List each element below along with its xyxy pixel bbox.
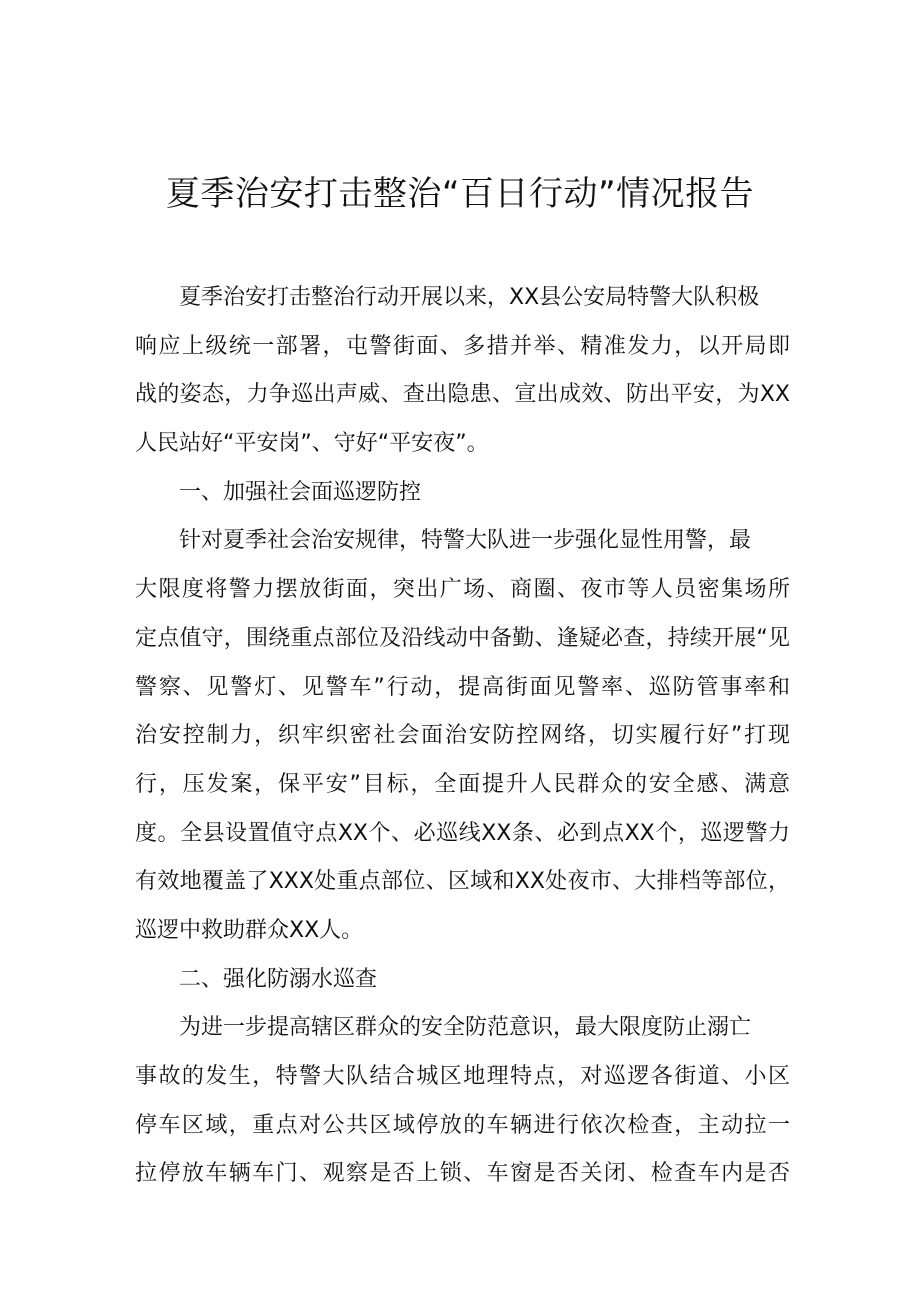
document-body (135, 278, 790, 1203)
paragraph-line: 战的姿态，力争巡出声威、查出隐患、宣出成效、防出平安，为XX (135, 382, 790, 408)
paragraph-line: 停车区域，重点对公共区域停放的车辆进行依次检查，主动拉一 (135, 1112, 790, 1138)
paragraph-line: 事故的发生，特警大队结合城区地理特点，对巡逻各街道、小区 (135, 1064, 790, 1089)
paragraph-line: 拉停放车辆车门、观察是否上锁、车窗是否关闭、检查车内是否 (135, 1161, 790, 1187)
section-heading: 二、强化防溺水巡查 (179, 966, 378, 992)
section-heading: 一、加强社会面巡逻防控 (179, 479, 422, 505)
paragraph-line: 有效地覆盖了XXX处重点部位、区域和XX处夜市、大排档等部位， (135, 869, 790, 895)
paragraph-line: 人民站好“平安岗”、守好“平安夜”。 (135, 431, 489, 457)
paragraph-line: 度。全县设置值守点XX个、必巡线XX条、必到点XX个，巡逻警力 (135, 820, 790, 846)
paragraph-line: 为进一步提高辖区群众的安全防范意识，最大限度防止溺亡 (179, 1015, 752, 1041)
paragraph-line: 定点值守，围绕重点部位及沿线动中备勤、逢疑必查，持续开展“见 (135, 625, 790, 651)
paragraph-line: 夏季治安打击整治行动开展以来，XX县公安局特警大队积极 (179, 285, 760, 310)
paragraph-line: 巡逻中救助群众XX人。 (135, 917, 364, 943)
paragraph-line: 行，压发案，保平安”目标，全面提升人民群众的安全感、满意 (135, 771, 790, 797)
paragraph-line: 大限度将警力摆放街面，突出广场、商圈、夜市等人员密集场所 (135, 577, 790, 603)
paragraph-line: 针对夏季社会治安规律，特警大队进一步强化显性用警，最 (179, 528, 752, 554)
paragraph-line: 警察、见警灯、见警车”行动，提高街面见警率、巡防管事率和 (135, 674, 790, 700)
paragraph-line: 治安控制力，织牢织密社会面治安防控网络，切实履行好”打现 (135, 723, 790, 749)
paragraph-line: 响应上级统一部署，屯警街面、多措并举、精准发力，以开局即 (135, 333, 790, 359)
document-title: 夏季治安打击整治“百日行动”情况报告 (165, 174, 755, 214)
